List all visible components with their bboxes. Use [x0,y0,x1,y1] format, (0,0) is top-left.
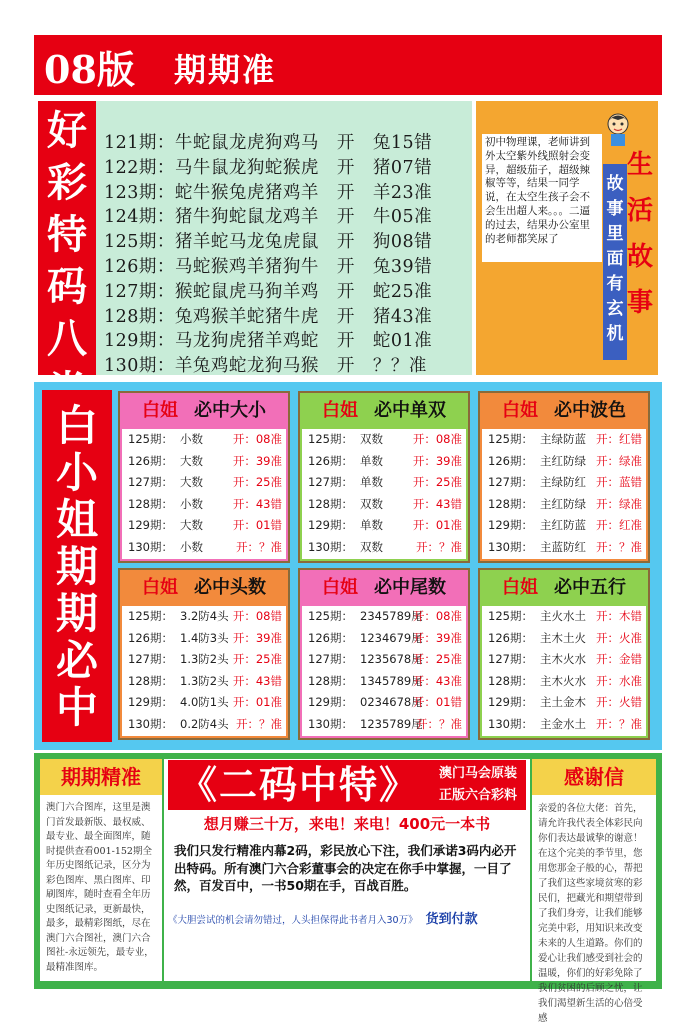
list-item: 126期：马蛇猴鸡羊猪狗牛 开 兔39错 [104,256,433,277]
result-label: 开：绿准 [596,453,642,468]
table-row [122,429,286,451]
prediction-value: 2345789尾 [360,609,423,623]
table-row [482,692,646,714]
issue-label: 130期： [488,539,533,554]
banner-side-text [430,760,526,810]
vtitle-char: 白 [55,401,98,450]
result-label: 开：08准 [232,432,282,446]
vtitle-char: 生 [626,150,653,180]
vtitle-char: 码 [47,263,87,310]
result-label: 开：43准 [412,673,462,688]
prediction-box-name: 必中波色 [554,400,626,421]
prediction-value: 1234679尾 [360,630,423,645]
table-row [482,671,646,693]
list-item: 123期：蛇牛猴兔虎猪鸡羊 开 羊23准 [104,182,433,203]
prediction-value: 1235678尾 [360,652,423,667]
prediction-box-prefix: 白姐 [322,577,358,598]
table-row [482,628,646,650]
issue-label: 128期： [128,673,173,688]
vtitle-char: 彩 [47,159,87,206]
result-label: 开：39准 [232,630,282,645]
result-label: 开：？准 [596,539,642,554]
life-story-vertical-title [625,142,655,326]
table-row [122,472,286,494]
issue-label: 128期： [488,496,533,511]
two-code-banner: 《二码中特》 [168,760,430,810]
issue-label: 130期： [128,716,173,731]
result-label: 开：火准 [596,630,642,645]
prediction-value: 主木火水 [540,652,586,667]
prediction-value: 小数 [180,496,203,511]
prediction-box [478,568,650,740]
vbar-char: 玄 [606,299,624,319]
thank-you-panel [532,759,656,1024]
gallery-title: 期期精准 [40,759,162,795]
table-row [482,714,646,736]
prediction-value: 4.0防1头 [180,695,229,710]
eight-zodiac-vertical-title [42,105,92,371]
prediction-value: 主绿防红 [540,475,586,490]
vbar-char: 事 [606,199,624,219]
result-label: 开：01准 [232,695,282,710]
prediction-box-name: 必中头数 [194,577,266,598]
bottom-line-text: 《大胆尝试的机会请勿错过，人头担保得此书者月入30万》 [168,915,418,926]
table-row [482,494,646,516]
issue-label: 127期： [128,652,173,667]
issue-label: 125期： [128,609,173,623]
result-label: 开：25准 [232,652,282,667]
issue-label: 125期： [308,609,353,623]
result-label: 开：08错 [232,609,282,623]
vtitle-char: 中 [55,683,98,732]
thank-you-title: 感谢信 [532,759,656,795]
prediction-value: 主蓝防红 [540,539,586,554]
issue-label: 127期： [128,475,173,490]
issue-label: 126期： [128,453,173,468]
vtitle-char: 八 [47,315,87,362]
prediction-value: 1.3防2头 [180,652,229,667]
table-row [302,515,466,537]
issue-label: 125期： [488,432,533,446]
list-item: 121期：牛蛇鼠龙虎狗鸡马 开 兔15错 [104,133,433,153]
prediction-box-name: 必中大小 [194,400,266,421]
prediction-value: 大数 [180,453,203,468]
page-title: 期期准 [174,51,277,89]
issue-label: 127期： [488,652,533,667]
result-label: 开：08准 [412,432,462,446]
issue-label: 129期： [488,518,533,533]
prediction-value: 1235789尾 [360,716,423,731]
table-row [122,494,286,516]
bottom-line [168,908,528,927]
list-item: 124期：猪牛狗蛇鼠龙鸡羊 开 牛05准 [104,207,433,228]
result-label: 开：39准 [412,453,462,468]
result-label: 开：43错 [412,496,462,511]
issue-label: 127期： [308,475,353,490]
result-label: 开：水准 [596,673,642,688]
prediction-value: 主金水土 [540,716,586,731]
table-row [122,649,286,671]
prediction-value: 大数 [180,518,203,533]
result-label: 开：火错 [596,695,642,710]
issue-label: 126期： [488,630,533,645]
table-row [302,714,466,736]
issue-label: 125期： [128,432,173,446]
table-row [482,429,646,451]
issue-label: 129期： [488,695,533,710]
prediction-rows [482,606,646,736]
issue-label: 128期： [308,496,353,511]
vbar-char: 机 [606,324,624,344]
table-row [302,671,466,693]
result-label: 开：25准 [412,652,462,667]
issue-label: 128期： [488,673,533,688]
table-row [302,429,466,451]
prediction-box-title [480,393,648,429]
table-row [302,649,466,671]
edition-label: 08版 [44,47,135,92]
vtitle-char: 活 [626,196,653,226]
prediction-value: 主红防绿 [540,453,586,468]
issue-label: 126期： [488,453,533,468]
issue-label: 130期： [308,716,353,731]
prediction-box-title [300,570,468,606]
table-row [482,472,646,494]
thank-you-text: 亲爱的各位大佬：首先，请允许我代表全体彩民向你们表达最诚挚的谢意！在这个完美的季节里，您用您那金子般的心，帮把了我们这些家境贫寒的彩民们，把藏光和期望带到了我们身旁，让我们能够完美中彩，用知识来改变未来的人生道路。你们的爱心让我们感受到社会的温暖，你们的好彩免除了我们贫困的后顾之忧，让我们渴望新生活的心倍受感 [538,803,643,1024]
table-row [122,515,286,537]
prediction-value: 主红防蓝 [540,518,586,533]
table-row [482,649,646,671]
issue-label: 129期： [308,695,353,710]
table-row [122,451,286,473]
table-row [482,451,646,473]
result-label: 开：红错 [596,432,642,446]
prediction-box-title [120,570,288,606]
result-label: 开：金错 [596,652,642,667]
result-label: 开：红准 [596,518,642,533]
table-row [302,537,466,559]
table-row [482,606,646,628]
issue-label: 125期： [488,609,533,623]
banner-side-line: 澳门马会原装 [438,766,517,781]
table-row [482,537,646,559]
prediction-value: 主红防绿 [540,496,586,511]
issue-label: 126期： [128,630,173,645]
issue-label: 127期： [488,475,533,490]
vbar-char: 里 [606,224,624,244]
prediction-box-prefix: 白姐 [142,400,178,421]
prediction-box [118,568,290,740]
issue-label: 129期： [128,695,173,710]
result-label: 开：木错 [596,609,642,623]
table-row [302,692,466,714]
prediction-box [298,391,470,563]
prediction-value: 单数 [360,518,383,533]
table-row [302,606,466,628]
prediction-box [298,568,470,740]
prediction-box-title [300,393,468,429]
prediction-rows [482,429,646,559]
prediction-value: 单数 [360,475,383,490]
vtitle-char: 小 [55,448,98,497]
prediction-rows [122,606,286,736]
issue-label: 126期： [308,630,353,645]
result-label: 开：25准 [412,475,462,490]
prediction-value: 大数 [180,475,203,490]
prediction-box-prefix: 白姐 [502,577,538,598]
vbar-char: 故 [606,174,624,194]
result-label: 开：08准 [412,609,462,623]
slogan: 想月赚三十万，来电！来电！400元一本书 [203,815,491,833]
prediction-box-prefix: 白姐 [142,577,178,598]
result-label: 开：？准 [596,716,642,731]
prediction-value: 双数 [360,496,383,511]
issue-label: 127期： [308,652,353,667]
vtitle-char: 期 [55,542,98,591]
prediction-value: 主火水土 [540,609,586,623]
table-row [302,472,466,494]
prediction-value: 1345789尾 [360,673,423,688]
prediction-value: 0.2防4头 [180,716,229,731]
table-row [302,451,466,473]
issue-label: 130期： [488,716,533,731]
prediction-rows [302,429,466,559]
prediction-box [118,391,290,563]
prediction-value: 0234678尾 [360,695,423,710]
result-label: 开：39准 [232,453,282,468]
issue-label: 128期： [128,496,173,511]
prediction-box-name: 必中五行 [554,577,626,598]
table-row [122,628,286,650]
issue-label: 126期： [308,453,353,468]
result-label: 开：蓝错 [596,475,642,490]
result-label: 开：25准 [232,475,282,490]
issue-label: 125期： [308,432,353,446]
result-label: 开：绿准 [596,496,642,511]
vtitle-char: 必 [55,636,98,685]
table-row [302,628,466,650]
vtitle-char: 事 [626,288,653,318]
list-item: 129期：马龙狗虎猪羊鸡蛇 开 蛇01准 [104,331,433,352]
vtitle-char: 故 [626,242,653,272]
vbar-char: 有 [606,274,624,294]
prediction-box [478,391,650,563]
issue-label: 129期： [128,518,173,533]
issue-label: 128期： [308,673,353,688]
result-label: 开：43错 [232,496,282,511]
issue-label: 130期： [308,539,353,554]
prediction-value: 1.4防3头 [180,630,229,645]
result-label: 开：39准 [412,630,462,645]
page-header [34,35,662,95]
list-item: 127期：猴蛇鼠虎马狗羊鸡 开 蛇25准 [104,281,433,302]
prediction-value: 1.3防2头 [180,673,229,688]
eight-zodiac-list [96,101,472,375]
prediction-value: 小数 [180,539,203,554]
vbar-char: 面 [606,249,624,269]
table-row [482,515,646,537]
table-row [122,692,286,714]
prediction-value: 3.2防4头 [180,609,229,623]
result-label: 开：01准 [412,518,462,533]
table-row [122,537,286,559]
prediction-box-title [480,570,648,606]
list-item: 122期：马牛鼠龙狗蛇猴虎 开 猪07错 [104,157,433,178]
result-label: 开：？准 [236,716,282,731]
prediction-value: 主木土火 [540,630,586,645]
prediction-value: 主土金木 [540,695,586,710]
prediction-value: 双数 [360,432,383,446]
prediction-rows [122,429,286,559]
table-row [122,714,286,736]
result-label: 开：？准 [236,539,282,554]
issue-label: 129期： [308,518,353,533]
vtitle-char: 特 [47,211,87,258]
table-row [122,606,286,628]
story-hint-bar [603,164,627,360]
prediction-box-prefix: 白姐 [502,400,538,421]
table-row [302,494,466,516]
vtitle-char: 好 [47,107,87,154]
list-item: 128期：兔鸡猴羊蛇猪牛虎 开 猪43准 [104,306,433,327]
prediction-rows [302,606,466,736]
prediction-box-title [120,393,288,429]
vtitle-char: 姐 [55,495,98,544]
result-label: 开：？准 [416,716,462,731]
prediction-value: 小数 [180,432,203,446]
prediction-value: 主木火水 [540,673,586,688]
bai-jie-vertical-title [42,390,112,742]
prediction-box-prefix: 白姐 [322,400,358,421]
result-label: 开：？准 [416,539,462,554]
result-label: 开：01错 [232,518,282,533]
issue-label: 130期： [128,539,173,554]
prediction-value: 单数 [360,453,383,468]
list-item: 125期：猪羊蛇马龙兔虎鼠 开 狗08错 [104,232,433,253]
two-code-body: 我们只发行精准内幕2码，彩民放心下注，我们承诺3码内必开出特码。所有澳门六合彩董事会的决定在你手中掌握，一目了然，百发百中，一书50期在手，百战百胜。 [174,843,517,893]
prediction-box-name: 必中尾数 [374,577,446,598]
table-row [122,671,286,693]
life-story-text: 初中物理课，老师讲到外太空紫外线照射会变异，超级茄子，超级辣椒等等，结果一同学说，在太空生孩子会不会生出超人来。。。二逼的过去，结果办公室里的老师都笑尿了 [482,134,602,262]
prediction-value: 双数 [360,539,383,554]
gallery-text: 澳门六合图库，这里是澳门首发最新版、最权威、最专业、最全面图库，随时提供查看001-152期全年历史图纸记录，区分为彩色图库、黑白图库、印刷图库，随时查看全年历史图纸记录，更新最快，最多，最精彩图纸，尽在澳门六合图社，澳门六合图社-永远领先，最专业，最精准图库。 [46,802,154,973]
gallery-panel [40,759,162,981]
result-label: 开：43错 [232,673,282,688]
prediction-box-name: 必中单双 [374,400,446,421]
cash-on-delivery-label: 货到付款 [425,912,478,927]
banner-side-line: 正版六合彩料 [438,788,517,803]
vtitle-char: 期 [55,589,98,638]
prediction-value: 主绿防蓝 [540,432,586,446]
list-item: 130期：羊兔鸡蛇龙狗马猴 开 ？？准 [104,356,427,377]
result-label: 开：01错 [412,695,462,710]
